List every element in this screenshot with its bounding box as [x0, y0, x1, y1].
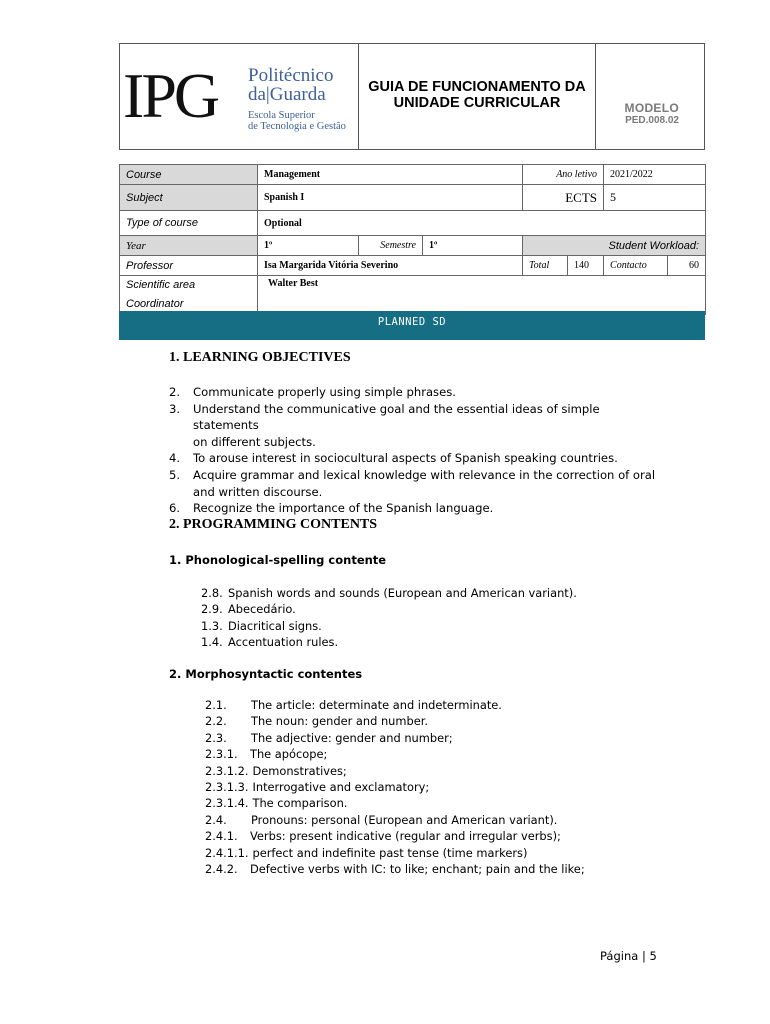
programming-contents-heading: 2. PROGRAMMING CONTENTS: [169, 517, 378, 532]
document-title: [358, 44, 596, 149]
content-text: Diacritical signs.: [228, 618, 322, 633]
professor-label: Professor: [120, 256, 258, 276]
logo-line-escola: Escola Superior: [248, 110, 315, 121]
content-text: The apócope;: [250, 747, 328, 762]
model-code: PED.008.02: [625, 115, 679, 126]
document-header: [119, 43, 705, 150]
objective-text-line: and written discourse.: [193, 484, 323, 499]
content-item: [205, 746, 585, 762]
title-line-2: UNIDADE CURRICULAR: [393, 95, 561, 111]
subject-label: Subject: [120, 185, 258, 211]
ano-letivo-label: Ano letivo: [523, 165, 604, 185]
learning-objectives-list: [169, 384, 669, 517]
content-item: [205, 713, 585, 729]
ipg-logo: [120, 44, 358, 149]
objective-number: 6.: [169, 501, 181, 516]
objective-text-line: Communicate properly using simple phrases.: [193, 385, 456, 399]
model-box: [596, 44, 704, 149]
content-item: [205, 812, 585, 828]
content-item: [205, 861, 585, 877]
objective-item: [169, 401, 669, 451]
objective-number: 4.: [169, 451, 181, 466]
semestre-label: Semestre: [359, 236, 423, 256]
type-label: Type of course: [120, 211, 258, 236]
content-item: [205, 795, 585, 811]
content-text: Defective verbs with IC: to like; enchant; pain and the like;: [250, 862, 585, 877]
objective-item: [169, 467, 669, 500]
professor-value: Isa Margarida Vitória Severino: [258, 256, 523, 276]
title-line-1: GUIA DE FUNCIONAMENTO DA: [368, 79, 586, 95]
coordinator-value: Walter Best: [258, 276, 706, 315]
ipg-logo-text: [248, 66, 346, 132]
total-value: 140: [568, 256, 604, 276]
content-number: 1.3.: [201, 618, 223, 633]
content-text: Abecedário.: [228, 602, 296, 617]
professor-row: [120, 256, 706, 276]
content-text: Pronouns: personal (European and American variant).: [251, 812, 558, 827]
page-number: Página | 5: [600, 949, 657, 963]
content-item: [201, 618, 577, 634]
year-value: 1º: [258, 236, 359, 256]
type-row: [120, 211, 706, 236]
content-item: [205, 828, 585, 844]
course-row: [120, 165, 706, 185]
content-text: The adjective: gender and number;: [251, 730, 453, 745]
content-number: 2.4.2.: [205, 862, 238, 877]
ects-value: 5: [604, 185, 706, 211]
content-number: 2.4.: [205, 812, 227, 827]
content-text: The comparison.: [252, 796, 348, 811]
ects-label: ECTS: [523, 185, 604, 211]
area-coordinator-labels: [120, 276, 258, 315]
logo-line-guarda: da|Guarda: [248, 84, 326, 105]
year-label: Year: [120, 236, 258, 256]
content-item: [205, 845, 585, 861]
objective-text-line: To arouse interest in sociocultural aspects of Spanish speaking countries.: [193, 451, 618, 466]
morphosyntactic-heading: 2. Morphosyntactic contentes: [169, 667, 363, 681]
content-text: Interrogative and exclamatory;: [252, 780, 430, 795]
content-text: Demonstratives;: [252, 763, 347, 778]
logo-line-tecnologia: de Tecnologia e Gestão: [248, 121, 346, 132]
content-number: 1.4.: [201, 635, 223, 650]
content-item: [205, 697, 585, 713]
phonological-heading: 1. Phonological-spelling contente: [169, 553, 387, 567]
area-row: [120, 276, 706, 315]
contacto-label: Contacto: [604, 256, 668, 276]
year-row: [120, 236, 706, 256]
ipg-logo-mark: IPG: [123, 60, 218, 131]
course-label: Course: [120, 165, 258, 185]
ano-letivo-value: 2021/2022: [604, 165, 706, 185]
content-text: Accentuation rules.: [228, 635, 339, 650]
learning-objectives-heading: 1. LEARNING OBJECTIVES: [169, 350, 351, 365]
content-text: The article: determinate and indeterminate.: [251, 698, 502, 712]
logo-line-politecnico: Politécnico: [248, 65, 334, 86]
subject-value: Spanish I: [258, 185, 523, 211]
scientific-area-label: Scientific area: [126, 279, 196, 291]
coordinator-label: Coordinator: [126, 298, 184, 310]
content-item: [201, 634, 577, 650]
objective-text-line: Acquire grammar and lexical knowledge with relevance in the correction of oral: [193, 467, 656, 482]
content-number: 2.8.: [201, 586, 223, 600]
content-number: 2.3.1.: [205, 747, 238, 762]
content-number: 2.4.1.1.: [205, 845, 249, 860]
objective-text-line: on different subjects.: [193, 434, 316, 449]
subject-row: [120, 185, 706, 211]
objective-text-line: Recognize the importance of the Spanish language.: [193, 501, 494, 516]
objective-number: 5.: [169, 467, 181, 482]
content-item: [205, 730, 585, 746]
content-text: Verbs: present indicative (regular and irregular verbs);: [250, 829, 561, 844]
objective-item: [169, 500, 669, 517]
total-label: Total: [523, 256, 568, 276]
content-number: 2.2.: [205, 714, 227, 729]
content-number: 2.1.: [205, 698, 227, 712]
type-value: Optional: [258, 211, 706, 236]
morphosyntactic-list: [205, 697, 585, 877]
student-workload-label: Student Workload:: [523, 236, 706, 256]
phonological-list: [201, 585, 577, 651]
content-text: Spanish words and sounds (European and American variant).: [228, 586, 577, 600]
content-text: perfect and indefinite past tense (time markers): [252, 845, 528, 860]
model-label: MODELO: [624, 101, 679, 115]
content-number: 2.3.1.4.: [205, 796, 249, 811]
objective-item: [169, 384, 669, 401]
semestre-value: 1º: [423, 236, 523, 256]
content-number: 2.3.: [205, 730, 227, 745]
content-item: [205, 763, 585, 779]
objective-text-line: Understand the communicative goal and the essential ideas of simple statements: [193, 401, 600, 433]
content-number: 2.3.1.3.: [205, 780, 249, 795]
objective-number: 2.: [169, 385, 181, 399]
content-item: [205, 779, 585, 795]
objective-number: 3.: [169, 401, 181, 416]
contacto-value: 60: [668, 256, 706, 276]
objective-item: [169, 450, 669, 467]
content-number: 2.3.1.2.: [205, 763, 249, 778]
content-number: 2.4.1.: [205, 829, 238, 844]
planned-sd-banner: PLANNED SD: [119, 311, 705, 340]
content-item: [201, 585, 577, 601]
course-info-table: [119, 164, 706, 315]
content-text: The noun: gender and number.: [251, 714, 428, 729]
course-value: Management: [258, 165, 523, 185]
content-number: 2.9.: [201, 602, 223, 617]
content-item: [201, 601, 577, 617]
